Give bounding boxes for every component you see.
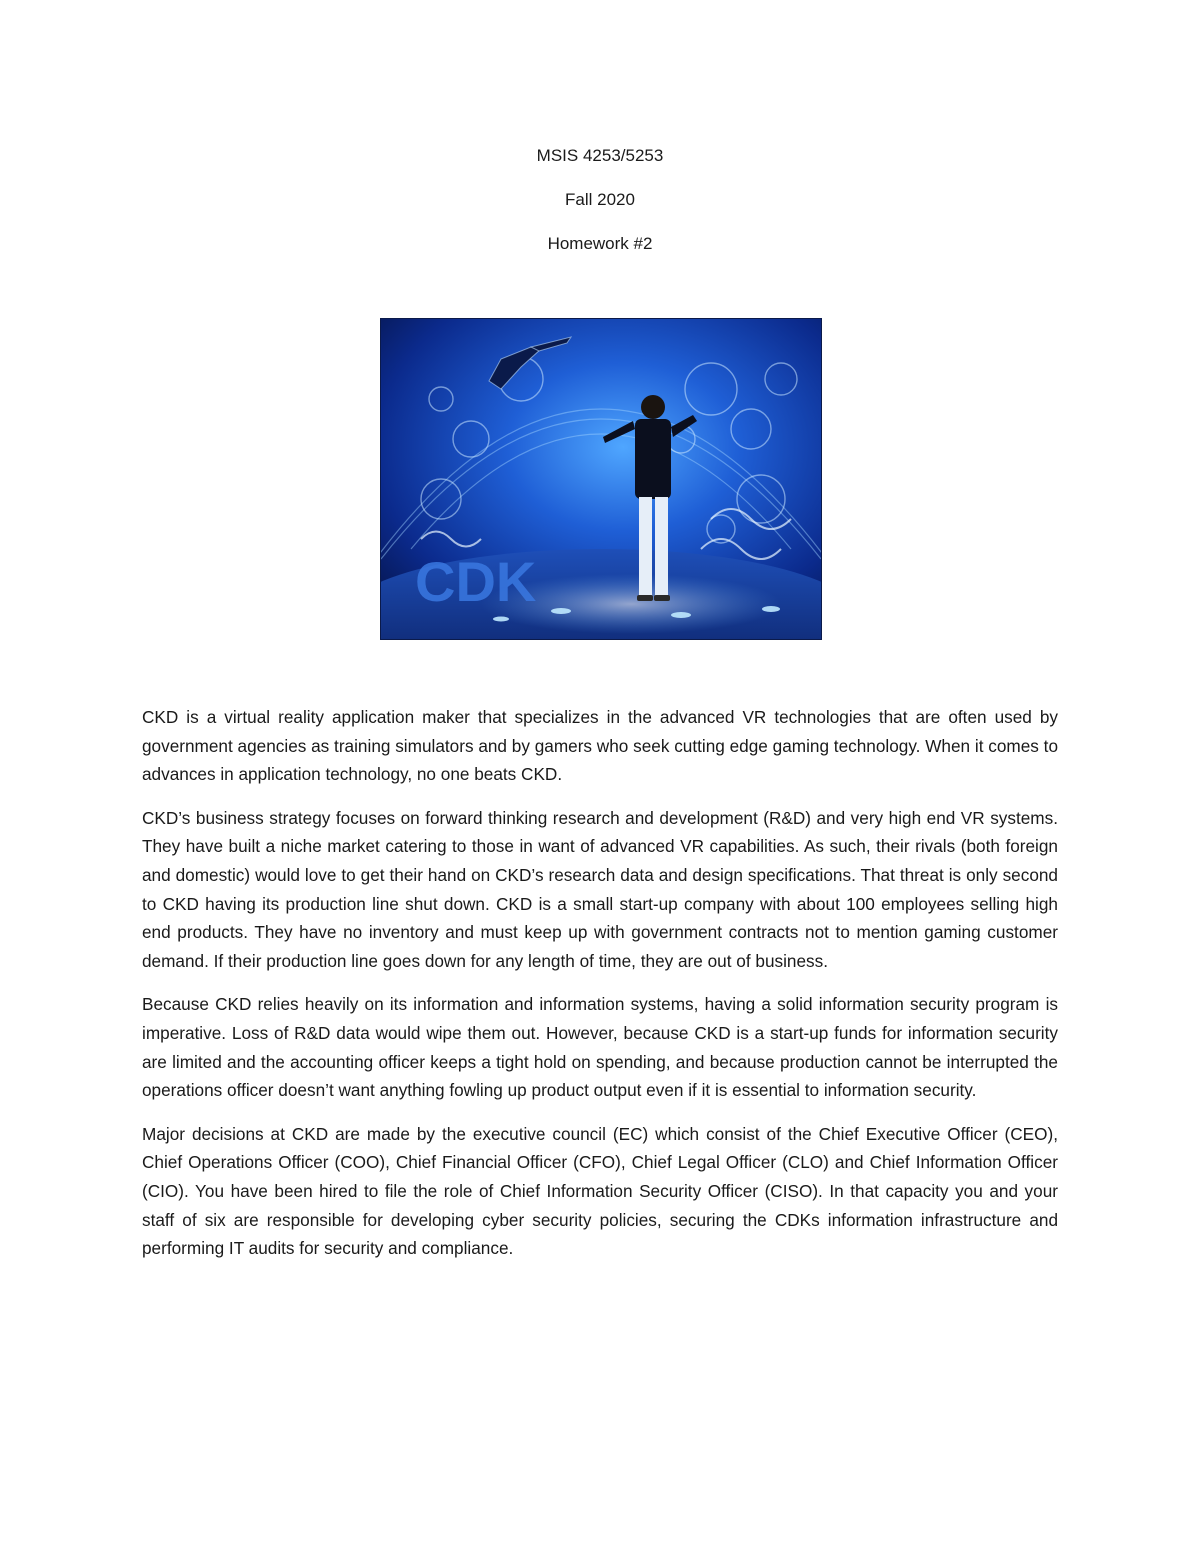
- course-title: MSIS 4253/5253: [536, 146, 664, 165]
- paragraph-strategy: CKD’s business strategy focuses on forward thinking research and development (R&D) and very high end VR systems. They have built a niche market catering to those in want of advanced VR capabilities. As such, their rivals (both foreign and domestic) would love to get their hand on CKD’s research data and design specifications. That threat is only second to CKD having its production line shut down. CKD is a small start-up company with about 100 employees selling high end products. They have no inventory and must keep up with government contracts not to mention gaming customer demand. If their production line goes down for any length of time, they are out of business.: [142, 807, 1058, 971]
- paragraph-governance: Major decisions at CKD are made by the executive council (EC) which consist of the Chief Executive Officer (CEO), Chief Operations Officer (COO), Chief Financial Officer (CFO), Chief Legal Officer (CLO) and Chief Information Officer (CIO). You have been hired to file the role of Chief Information Security Officer (CISO). In that capacity you and your staff of six are responsible for developing cyber security policies, securing the CDKs information infrastructure and performing IT audits for security and compliance.: [142, 1123, 1058, 1259]
- document-body: [142, 703, 1058, 1278]
- cdk-logo-text: CDK: [415, 550, 537, 613]
- term-label: Fall 2020: [565, 190, 635, 209]
- paragraph-security: Because CKD relies heavily on its information and information systems, having a solid information security program is imperative. Loss of R&D data would wipe them out. However, because CKD is a start-up funds for information security are limited and the accounting officer keeps a tight hold on spending, and because production cannot be interrupted the operations officer doesn’t want anything fowling up product output even if it is essential to information security.: [142, 994, 1058, 1101]
- assignment-title: Homework #2: [547, 234, 653, 253]
- vr-hero-image: [380, 318, 822, 640]
- paragraph-intro: CKD is a virtual reality application maker that specializes in the advanced VR technologies that are often used by government agencies as training simulators and by gamers who seek cutting edge gaming technology. When it comes to advances in application technology, no one beats CKD.: [142, 707, 1058, 785]
